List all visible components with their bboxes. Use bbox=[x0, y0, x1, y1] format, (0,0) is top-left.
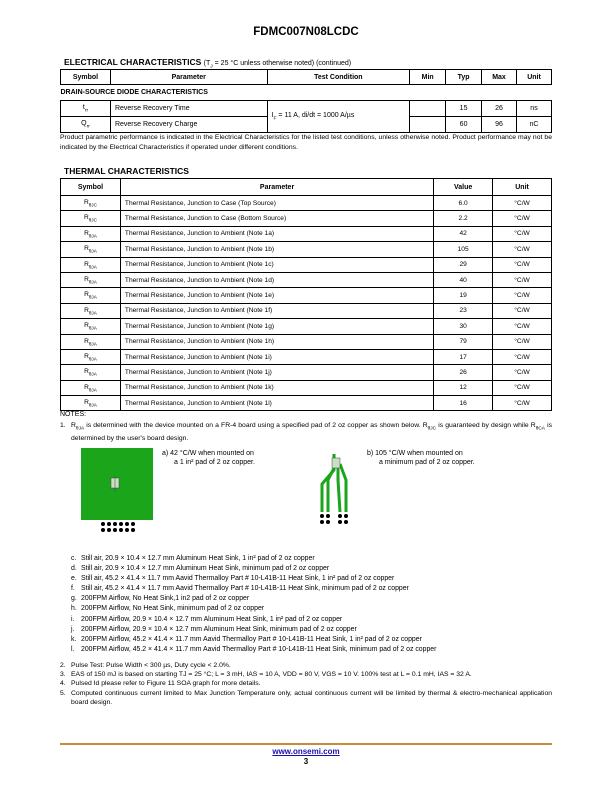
symbol-cell bbox=[61, 334, 121, 349]
value-cell: 23 bbox=[434, 303, 493, 318]
value-cell: 40 bbox=[434, 272, 493, 287]
table-header-row bbox=[61, 179, 552, 196]
table-row bbox=[61, 319, 552, 334]
param-cell: Thermal Resistance, Junction to Ambient (Note 1f) bbox=[120, 303, 433, 318]
param-cell: Reverse Recovery Time bbox=[110, 101, 267, 117]
col-header: Parameter bbox=[120, 179, 433, 196]
col-header: Max bbox=[482, 70, 517, 85]
param-cell: Thermal Resistance, Junction to Ambient (Note 1k) bbox=[120, 380, 433, 395]
table-row bbox=[61, 101, 552, 117]
symbol-cell bbox=[61, 349, 121, 364]
sym-sub: θJA bbox=[88, 371, 97, 377]
symbol-cell bbox=[61, 272, 121, 287]
list-item bbox=[60, 661, 552, 670]
value-cell: 12 bbox=[434, 380, 493, 395]
item-letter: i. bbox=[71, 615, 75, 623]
t: θCA bbox=[535, 426, 545, 432]
cond-sub: J bbox=[210, 64, 213, 70]
table-row bbox=[61, 303, 552, 318]
unit-cell: °C/W bbox=[493, 242, 552, 257]
sym: t bbox=[82, 103, 85, 111]
unit-cell: °C/W bbox=[493, 396, 552, 411]
table-row bbox=[61, 380, 552, 395]
sym-sub: θJA bbox=[88, 387, 97, 393]
item-text: EAS of 150 mJ is based on starting TJ = 25 °C; L = 3 mH, IAS = 10 A, VDD = 80 V, VGS = 10 V. 100% test at L = 0.1 mH, IAS = 32 A. bbox=[71, 671, 472, 679]
figure-a-pcb bbox=[81, 448, 155, 538]
group-row bbox=[61, 85, 552, 101]
sym-sub: rr bbox=[86, 124, 90, 130]
fig-b-line2: a minimum pad of 2 oz copper. bbox=[379, 459, 475, 466]
sym: R bbox=[84, 399, 89, 407]
list-item bbox=[71, 625, 436, 635]
list-item bbox=[60, 679, 552, 688]
sym: R bbox=[84, 275, 89, 283]
item-text: Pulsed Id please refer to Figure 11 SOA graph for more details. bbox=[71, 680, 261, 688]
list-item bbox=[60, 670, 552, 679]
unit-cell: °C/W bbox=[493, 257, 552, 272]
figure-b-label bbox=[367, 449, 475, 467]
fig-a-line2: a 1 in² pad of 2 oz copper. bbox=[174, 459, 255, 466]
cond-a: (T bbox=[203, 60, 211, 67]
sym-sub: θJA bbox=[88, 248, 97, 254]
symbol-cell bbox=[61, 117, 111, 133]
list-item bbox=[60, 689, 552, 707]
thermal-title: THERMAL CHARACTERISTICS bbox=[64, 166, 189, 176]
item-text: Still air, 20.9 × 10.4 × 12.7 mm Aluminum Heat Sink, 1 in² pad of 2 oz copper bbox=[81, 555, 315, 562]
table-row bbox=[61, 396, 552, 411]
item-letter: j. bbox=[71, 625, 75, 633]
typ-cell: 60 bbox=[446, 117, 482, 133]
value-cell: 79 bbox=[434, 334, 493, 349]
unit-cell: °C/W bbox=[493, 272, 552, 287]
table-row bbox=[61, 288, 552, 303]
sym-sub: rr bbox=[84, 108, 89, 114]
t: is determined with the device mounted on a FR-4 board using a specified pad of 2 oz copper as shown below. R bbox=[84, 422, 428, 429]
sym-sub: θJA bbox=[88, 310, 97, 316]
max-cell: 96 bbox=[482, 117, 517, 133]
symbol-cell bbox=[61, 226, 121, 241]
fig-a-line1: a) 42 °C/W when mounted on bbox=[162, 450, 254, 457]
sym-sub: θJA bbox=[88, 279, 97, 285]
symbol-cell bbox=[61, 396, 121, 411]
list-item bbox=[71, 594, 436, 604]
item-number: 3. bbox=[60, 671, 66, 679]
sym: R bbox=[84, 260, 89, 268]
numbered-notes bbox=[60, 661, 552, 707]
symbol-cell bbox=[61, 303, 121, 318]
col-header: Symbol bbox=[61, 179, 121, 196]
page-header: FDMC007N08LCDC bbox=[253, 26, 359, 38]
sym: R bbox=[84, 245, 89, 253]
sym-sub: θJA bbox=[88, 325, 97, 331]
cond: I bbox=[271, 111, 274, 119]
value-cell: 105 bbox=[434, 242, 493, 257]
value-cell: 2.2 bbox=[434, 211, 493, 226]
footer-rule bbox=[60, 743, 552, 745]
list-item bbox=[71, 645, 436, 655]
param-cell: Thermal Resistance, Junction to Case (Top Source) bbox=[120, 196, 433, 211]
item-number: 4. bbox=[60, 680, 66, 688]
page-number: 3 bbox=[303, 757, 309, 766]
param-cell: Thermal Resistance, Junction to Ambient (Note 1d) bbox=[120, 272, 433, 287]
param-cell: Thermal Resistance, Junction to Ambient (Note 1c) bbox=[120, 257, 433, 272]
param-cell: Thermal Resistance, Junction to Ambient (Note 1e) bbox=[120, 288, 433, 303]
item-text: Computed continuous current limited to Max Junction Temperature only, actual continuous current will be limited by thermal & electro-mechanical application board design. bbox=[71, 689, 552, 706]
t: R bbox=[71, 422, 76, 429]
figure-a-svg bbox=[81, 448, 155, 538]
electrical-table bbox=[60, 69, 552, 133]
item-text: 200FPM Airflow, No Heat Sink, minimum pad of 2 oz copper bbox=[81, 605, 265, 613]
sym-sub: θJA bbox=[88, 233, 97, 239]
value-cell: 29 bbox=[434, 257, 493, 272]
list-item bbox=[71, 574, 436, 584]
min-cell bbox=[410, 101, 446, 117]
unit-cell: °C/W bbox=[493, 196, 552, 211]
list-item bbox=[71, 635, 436, 645]
value-cell: 19 bbox=[434, 288, 493, 303]
sym: R bbox=[83, 214, 89, 222]
item-text: 200FPM Airflow, 20.9 × 10.4 × 12.7 mm Aluminum Heat Sink, 1 in² pad of 2 oz copper bbox=[81, 615, 343, 623]
symbol-cell bbox=[61, 211, 121, 226]
sym-sub: θJA bbox=[88, 263, 97, 269]
t: is guaranteed by design while R bbox=[436, 422, 536, 429]
item-text: Still air, 45.2 × 41.4 × 11.7 mm Aavid Thermalloy Part # 10-L41B-11 Heat Sink, 1 in² pad of 2 oz copper bbox=[81, 575, 395, 583]
sym: R bbox=[84, 368, 89, 376]
unit-cell: °C/W bbox=[493, 319, 552, 334]
t: is determined by the user's board design. bbox=[71, 422, 552, 442]
value-cell: 16 bbox=[434, 396, 493, 411]
fig-b-line1: b) 105 °C/W when mounted on bbox=[367, 450, 463, 457]
note-1 bbox=[60, 421, 552, 443]
typ-cell: 15 bbox=[446, 101, 482, 117]
group-label: DRAIN-SOURCE DIODE CHARACTERISTICS bbox=[60, 89, 208, 96]
cond-rest: = 25 °C unless otherwise noted) (continued) bbox=[212, 60, 352, 67]
param-cell: Thermal Resistance, Junction to Ambient (Note 1l) bbox=[120, 396, 433, 411]
cond-sub: F bbox=[273, 116, 277, 122]
value-cell: 17 bbox=[434, 349, 493, 364]
symbol-cell bbox=[61, 288, 121, 303]
item-text: Still air, 20.9 × 10.4 × 12.7 mm Aluminum Heat Sink, minimum pad of 2 oz copper bbox=[81, 565, 330, 573]
item-text: 200FPM Airflow, 20.9 × 10.4 × 12.7 mm Aluminum Heat Sink, minimum pad of 2 oz copper bbox=[81, 625, 357, 633]
param-cell: Thermal Resistance, Junction to Ambient (Note 1b) bbox=[120, 242, 433, 257]
table-row bbox=[61, 334, 552, 349]
figure-b-svg bbox=[316, 450, 356, 530]
item-letter: g. bbox=[71, 595, 77, 603]
condition-cell bbox=[267, 101, 410, 133]
sym-sub: θJA bbox=[88, 356, 97, 362]
symbol-cell bbox=[61, 101, 111, 117]
sym-sub: θJC bbox=[88, 217, 97, 223]
unit-cell: ns bbox=[517, 101, 552, 117]
symbol-cell bbox=[61, 257, 121, 272]
unit-cell: °C/W bbox=[493, 349, 552, 364]
item-letter: d. bbox=[71, 565, 77, 573]
item-letter: e. bbox=[71, 575, 77, 583]
col-header: Test Condition bbox=[267, 70, 410, 85]
param-cell: Thermal Resistance, Junction to Case (Bottom Source) bbox=[120, 211, 433, 226]
t: θJA bbox=[75, 426, 85, 432]
t: θJC bbox=[427, 426, 437, 432]
min-cell bbox=[410, 117, 446, 133]
note-number: 1. bbox=[60, 422, 66, 429]
item-text: Pulse Test: Pulse Width < 300 µs, Duty cycle < 2.0%. bbox=[71, 662, 231, 669]
sym: Q bbox=[81, 119, 87, 127]
disclaimer-text: Product parametric performance is indicated in the Electrical Characteristics for the listed test conditions, unless otherwise noted. Product performance may not be indicated by the Electrical Characteristics if operated under different conditions. bbox=[60, 134, 552, 151]
symbol-cell bbox=[61, 319, 121, 334]
item-letter: k. bbox=[71, 635, 77, 643]
sym: R bbox=[83, 199, 89, 207]
figure-a-label bbox=[162, 449, 255, 467]
table-row bbox=[61, 365, 552, 380]
notes-heading: NOTES: bbox=[60, 411, 87, 418]
electrical-condition bbox=[203, 60, 352, 70]
list-item bbox=[71, 584, 436, 594]
symbol-cell bbox=[61, 242, 121, 257]
table-row bbox=[61, 272, 552, 287]
sym-sub: θJA bbox=[88, 340, 97, 346]
sym: R bbox=[84, 306, 89, 314]
table-header-row bbox=[61, 70, 552, 85]
thermal-table bbox=[60, 178, 552, 411]
sym: R bbox=[84, 229, 89, 237]
sym-sub: θJA bbox=[88, 294, 97, 300]
sym-sub: θJC bbox=[88, 202, 97, 208]
param-cell: Thermal Resistance, Junction to Ambient (Note 1j) bbox=[120, 365, 433, 380]
item-number: 2. bbox=[60, 662, 66, 669]
note-1-text bbox=[71, 421, 552, 443]
table-row bbox=[61, 196, 552, 211]
item-text: Still air, 45.2 × 41.4 × 11.7 mm Aavid Thermalloy Part # 10-L41B-11 Heat Sink, minimum pad of 2 oz copper bbox=[81, 585, 409, 593]
param-cell: Reverse Recovery Charge bbox=[110, 117, 267, 133]
param-cell: Thermal Resistance, Junction to Ambient (Note 1g) bbox=[120, 319, 433, 334]
col-header: Unit bbox=[493, 179, 552, 196]
sym: R bbox=[84, 322, 89, 330]
unit-cell: °C/W bbox=[493, 211, 552, 226]
symbol-cell bbox=[61, 196, 121, 211]
table-row bbox=[61, 226, 552, 241]
unit-cell: nC bbox=[517, 117, 552, 133]
max-cell: 26 bbox=[482, 101, 517, 117]
value-cell: 26 bbox=[434, 365, 493, 380]
col-header: Parameter bbox=[110, 70, 267, 85]
table-row bbox=[61, 242, 552, 257]
symbol-cell bbox=[61, 365, 121, 380]
value-cell: 42 bbox=[434, 226, 493, 241]
footer-link[interactable]: www.onsemi.com bbox=[272, 747, 340, 756]
col-header: Typ bbox=[446, 70, 482, 85]
sym: R bbox=[84, 337, 89, 345]
value-cell: 30 bbox=[434, 319, 493, 334]
item-letter: l. bbox=[71, 645, 75, 653]
item-letter: f. bbox=[71, 585, 75, 593]
item-number: 5. bbox=[60, 689, 66, 697]
figure-b-pcb bbox=[316, 450, 356, 530]
unit-cell: °C/W bbox=[493, 380, 552, 395]
table-row bbox=[61, 211, 552, 226]
table-row bbox=[61, 349, 552, 364]
param-cell: Thermal Resistance, Junction to Ambient (Note 1a) bbox=[120, 226, 433, 241]
unit-cell: °C/W bbox=[493, 334, 552, 349]
unit-cell: °C/W bbox=[493, 288, 552, 303]
note-1-sublist bbox=[71, 554, 436, 655]
item-text: 200FPM Airflow, 45.2 × 41.4 × 11.7 mm Aavid Thermalloy Part # 10-L41B-11 Heat Sink, minimum pad of 2 oz copper bbox=[81, 645, 437, 653]
unit-cell: °C/W bbox=[493, 226, 552, 241]
unit-cell: °C/W bbox=[493, 303, 552, 318]
item-text: 200FPM Airflow, No Heat Sink,1 in2 pad of 2 oz copper bbox=[81, 595, 250, 603]
list-item bbox=[71, 604, 436, 614]
symbol-cell bbox=[61, 380, 121, 395]
col-header: Min bbox=[410, 70, 446, 85]
sym: R bbox=[84, 352, 89, 360]
electrical-title bbox=[64, 57, 351, 69]
value-cell: 6.0 bbox=[434, 196, 493, 211]
item-text: 200FPM Airflow, 45.2 × 41.4 × 11.7 mm Aavid Thermalloy Part # 10-L41B-11 Heat Sink, 1 in² pad of 2 oz copper bbox=[81, 635, 422, 643]
col-header: Value bbox=[434, 179, 493, 196]
param-cell: Thermal Resistance, Junction to Ambient (Note 1h) bbox=[120, 334, 433, 349]
cond-rest: = 11 A, di/dt = 1000 A/µs bbox=[276, 111, 355, 119]
table-row bbox=[61, 257, 552, 272]
list-item bbox=[71, 615, 436, 625]
sym: R bbox=[84, 291, 89, 299]
electrical-title-text: ELECTRICAL CHARACTERISTICS bbox=[64, 57, 202, 67]
sym-sub: θJA bbox=[88, 402, 97, 408]
unit-cell: °C/W bbox=[493, 365, 552, 380]
col-header: Unit bbox=[517, 70, 552, 85]
col-header: Symbol bbox=[61, 70, 111, 85]
param-cell: Thermal Resistance, Junction to Ambient (Note 1i) bbox=[120, 349, 433, 364]
list-item bbox=[71, 564, 436, 574]
list-item bbox=[71, 554, 436, 564]
item-letter: h. bbox=[71, 605, 77, 613]
item-letter: c. bbox=[71, 555, 77, 562]
sym: R bbox=[84, 383, 89, 391]
